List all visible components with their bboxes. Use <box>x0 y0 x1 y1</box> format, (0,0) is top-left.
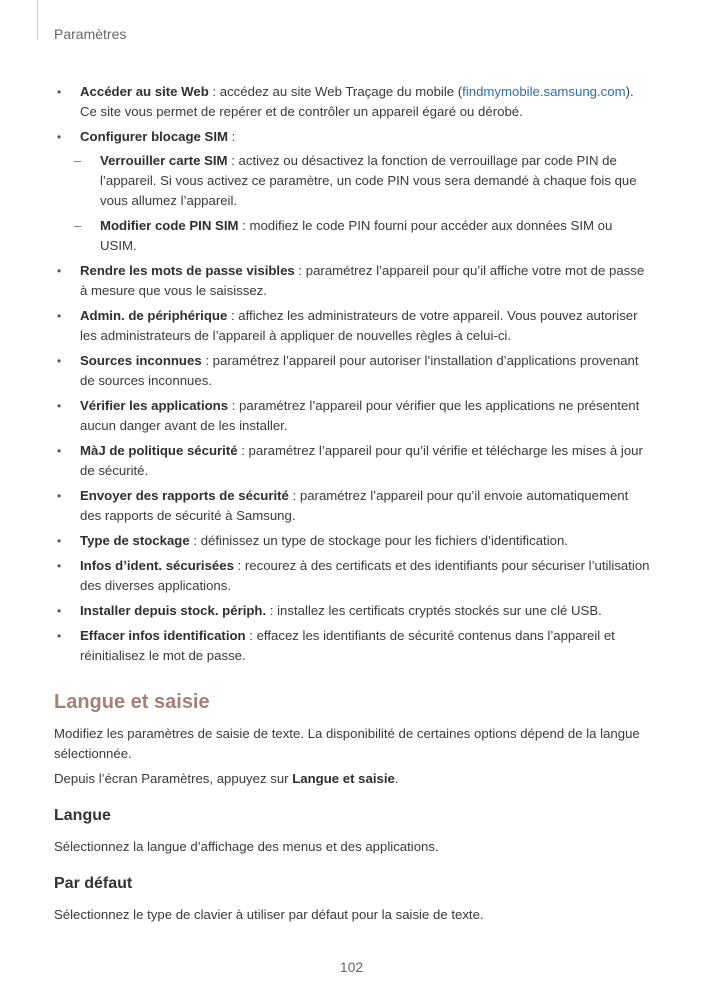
section-title: Langue et saisie <box>54 691 210 713</box>
header-title: Paramètres <box>54 26 127 42</box>
item-text: : définissez un type de stockage pour les fichiers d’identification. <box>189 533 568 548</box>
list-item-sources-inconnues <box>54 351 650 391</box>
dash-icon: – <box>74 153 82 168</box>
header-rule <box>37 0 38 40</box>
item-title: Admin. de périphérique <box>80 308 228 323</box>
list-item-mots-de-passe-visibles <box>54 261 650 301</box>
item-text: : paramétrez l’appareil pour qu’il vérifie et télécharge les mises à jour de sécurité. <box>80 443 643 478</box>
bullet-icon: • <box>57 264 62 278</box>
section-navigation <box>54 769 650 789</box>
list-item-type-stockage <box>54 531 650 551</box>
item-text: : <box>228 129 236 144</box>
sub-item-text: : modifiez le code PIN fourni pour accéder aux données SIM ou USIM. <box>100 218 613 253</box>
bullet-icon: • <box>57 354 62 368</box>
findmymobile-link[interactable]: findmymobile.samsung.com <box>462 84 626 99</box>
item-title: Sources inconnues <box>80 353 202 368</box>
item-text: : accédez au site Web Traçage du mobile ( <box>208 84 463 99</box>
sub-item-verrouiller-carte-sim <box>74 151 650 211</box>
bullet-icon: • <box>57 534 62 548</box>
nav-bold: Langue et saisie <box>292 771 395 786</box>
bullet-icon: • <box>57 130 62 144</box>
list-item-effacer-infos <box>54 626 650 666</box>
item-title: Type de stockage <box>80 533 190 548</box>
item-title: Configurer blocage SIM <box>80 129 229 144</box>
bullet-icon: • <box>57 604 62 618</box>
item-text: : paramétrez l’appareil pour autoriser l’installation d’applications provenant de sources inconnues. <box>80 353 639 388</box>
item-text: : paramétrez l’appareil pour qu’il affiche votre mot de passe à mesure que vous le saisissez. <box>80 263 645 298</box>
item-text: : recourez à des certificats et des identifiants pour sécuriser l’utilisation des diverses applications. <box>80 558 650 593</box>
item-text: ). Ce site vous permet de repérer et de contrôler un appareil égaré ou dérobé. <box>80 84 634 119</box>
bullet-icon: • <box>57 399 62 413</box>
list-item-configurer-blocage-sim <box>54 127 650 256</box>
subsection-text-langue: Sélectionnez la langue d’affichage des menus et des applications. <box>54 839 439 854</box>
item-text: : effacez les identifiants de sécurité contenus dans l’appareil et réinitialisez le mot de passe. <box>80 628 615 663</box>
sim-sub-list <box>74 151 650 256</box>
bullet-icon: • <box>57 629 62 643</box>
dash-icon: – <box>74 218 82 233</box>
item-title: Rendre les mots de passe visibles <box>80 263 295 278</box>
list-item-envoyer-rapports <box>54 486 650 526</box>
bullet-icon: • <box>57 85 62 99</box>
nav-text-end: . <box>394 771 399 786</box>
sub-item-modifier-code-pin <box>74 216 650 256</box>
list-item-admin-peripherique <box>54 306 650 346</box>
item-title: Installer depuis stock. périph. <box>80 603 267 618</box>
main-content <box>54 82 650 930</box>
bullet-icon: • <box>57 444 62 458</box>
item-text: : paramétrez l’appareil pour qu’il envoie automatiquement des rapports de sécurité à Samsung. <box>80 488 629 523</box>
list-item-installer-stock <box>54 601 650 621</box>
list-item-verifier-applications <box>54 396 650 436</box>
bullet-icon: • <box>57 489 62 503</box>
item-title: Infos d’ident. sécurisées <box>80 558 234 573</box>
item-text: : affichez les administrateurs de votre appareil. Vous pouvez autoriser les administrateurs de l’appareil à appliquer de nouvelles règles à celui-ci. <box>80 308 638 343</box>
bullet-icon: • <box>57 559 62 573</box>
security-settings-list <box>54 82 650 666</box>
sub-item-title: Modifier code PIN SIM <box>100 218 239 233</box>
subsection-text-par-defaut: Sélectionnez le type de clavier à utiliser par défaut pour la saisie de texte. <box>54 907 484 922</box>
section-intro: Modifiez les paramètres de saisie de texte. La disponibilité de certaines options dépend de la langue sélectionnée. <box>54 726 640 761</box>
item-title: Envoyer des rapports de sécurité <box>80 488 289 503</box>
sub-item-title: Verrouiller carte SIM <box>100 153 228 168</box>
sub-item-text: : activez ou désactivez la fonction de verrouillage par code PIN de l’appareil. Si vous activez ce paramètre, un code PIN vous sera demandé à chaque fois que vous allumez l’appareil. <box>100 153 637 208</box>
item-title: Accéder au site Web <box>80 84 209 99</box>
list-item-acceder-site-web <box>54 82 650 122</box>
subsection-title-langue: Langue <box>54 807 111 824</box>
item-text: : paramétrez l’appareil pour vérifier que les applications ne présentent aucun danger avant de les installer. <box>80 398 640 433</box>
list-item-maj-politique-securite <box>54 441 650 481</box>
list-item-infos-ident <box>54 556 650 596</box>
item-title: MàJ de politique sécurité <box>80 443 238 458</box>
item-title: Effacer infos identification <box>80 628 246 643</box>
nav-text: Depuis l’écran Paramètres, appuyez sur <box>54 771 293 786</box>
page-number: 102 <box>339 959 364 975</box>
item-title: Vérifier les applications <box>80 398 229 413</box>
subsection-title-par-defaut: Par défaut <box>54 875 133 892</box>
bullet-icon: • <box>57 309 62 323</box>
item-text: : installez les certificats cryptés stockés sur une clé USB. <box>266 603 602 618</box>
